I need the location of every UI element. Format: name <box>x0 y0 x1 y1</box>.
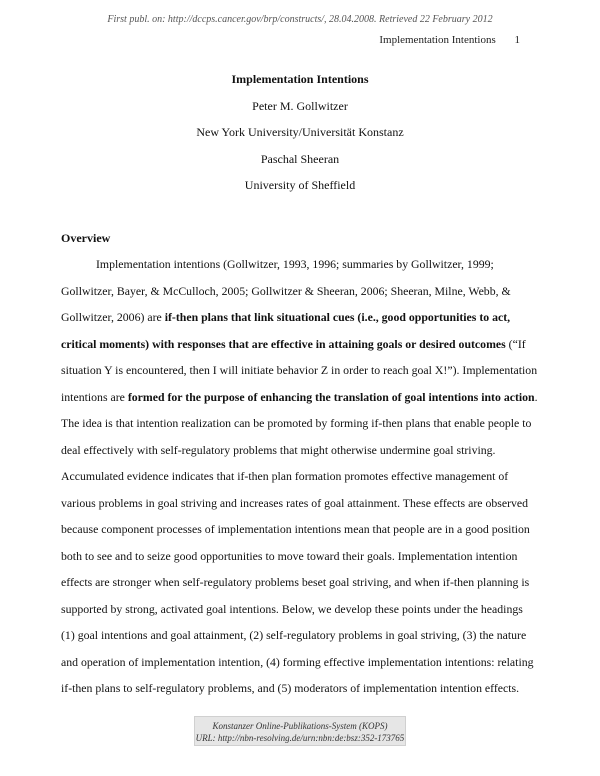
body-line: The idea is that intention realization can be promoted by forming if-then plans that enable people to <box>61 416 532 430</box>
body-line: because component processes of implementation intentions mean that people are in a good position <box>61 522 530 536</box>
document-title: Implementation Intentions <box>231 72 369 86</box>
repository-footer <box>194 716 406 746</box>
body-line: both to see and to seize good opportunities to move toward their goals. Implementation intention <box>61 548 518 563</box>
body-text-run: (“If <box>505 336 526 351</box>
title-block <box>0 66 600 199</box>
author-2: Paschal Sheeran <box>260 151 340 166</box>
body-line: if-then plans to self-regulatory problems, and (5) moderators of implementation intention effects. <box>61 681 520 695</box>
author-1: Peter M. Gollwitzer <box>252 98 348 113</box>
footer-url[interactable]: URL: http://nbn-resolving.de/urn:nbn:de:bsz:352-173765 <box>195 733 405 743</box>
section-heading: Overview <box>61 231 111 245</box>
running-title: Implementation Intentions <box>379 34 496 46</box>
body-line: situation Y is encountered, then I will initiate behavior Z in order to reach goal X!”). Implementation <box>61 363 538 377</box>
body-line: (1) goal intentions and goal attainment, (2) self-regulatory problems in goal striving, (3) the nature <box>61 628 527 642</box>
body-line: effects are stronger when self-regulatory problems beset goal striving, and when if-then planning is <box>61 575 530 589</box>
page-number: 1 <box>514 34 520 46</box>
body-line: Accumulated evidence indicates that if-then plan formation promotes effective management of <box>61 469 509 483</box>
body-line: and operation of implementation intention, (4) forming effective implementation intentions: relating <box>61 654 534 669</box>
body-emphasis: if-then plans that link situational cues (i.e., good opportunities to act, <box>164 310 511 324</box>
affiliation-1: New York University/Universität Konstanz <box>196 125 404 139</box>
running-head <box>379 34 520 46</box>
body-line <box>61 331 541 358</box>
body-emphasis: critical moments) with responses that are effective in attaining goals or desired outcomes <box>61 336 506 351</box>
body-text-run: Gollwitzer, 2006) are <box>61 310 165 324</box>
footer-repository-name: Konstanzer Online-Publikations-System (KOPS) <box>212 721 388 731</box>
body-text-run: . <box>534 389 538 404</box>
affiliation-2: University of Sheffield <box>244 178 356 192</box>
body-line: Implementation intentions (Gollwitzer, 1993, 1996; summaries by Gollwitzer, 1999; <box>96 257 494 271</box>
body-paragraph <box>61 251 541 702</box>
body-line: supported by strong, activated goal intentions. Below, we develop these points under the headings <box>61 601 523 616</box>
body-line: various problems in goal striving and increases rates of goal attainment. These effects are observed <box>61 495 529 510</box>
body-emphasis: formed for the purpose of enhancing the translation of goal intentions into action <box>127 389 535 404</box>
publication-stamp: First publ. on: http://dccps.cancer.gov/brp/constructs/, 28.04.2008. Retrieved 22 February 2012 <box>107 14 493 25</box>
body-text-run: intentions are <box>61 389 128 404</box>
body-line: Gollwitzer, Bayer, & McCulloch, 2005; Gollwitzer & Sheeran, 2006; Sheeran, Milne, Webb, & <box>61 283 511 298</box>
body-line: deal effectively with self-regulatory problems that might otherwise undermine goal striving. <box>61 442 496 457</box>
body-line <box>61 384 541 411</box>
body-line <box>61 304 541 331</box>
